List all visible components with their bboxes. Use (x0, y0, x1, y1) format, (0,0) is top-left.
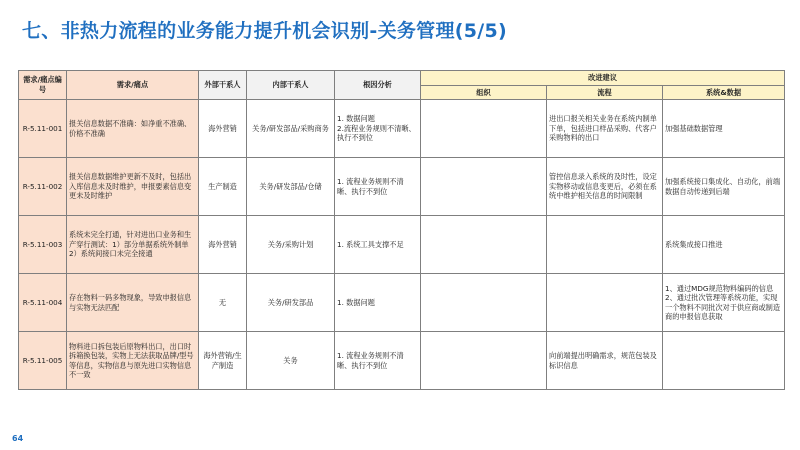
row-process (547, 216, 663, 274)
row-internal: 关务/研发部品/仓储 (247, 158, 335, 216)
header-system-data: 系统&数据 (663, 86, 785, 100)
page-title: 七、非热力流程的业务能力提升机会识别-关务管理(5/5) (22, 20, 508, 42)
row-system-data: 系统集成接口推进 (663, 216, 785, 274)
row-id: R-5.11-003 (19, 216, 67, 274)
row-external: 海外营销 (199, 100, 247, 158)
header-issue: 需求/痛点 (67, 71, 199, 100)
header-internal-stakeholder: 内部干系人 (247, 71, 335, 100)
row-root-cause: 1. 流程业务规则不清晰、执行不到位 (335, 158, 421, 216)
row-organization (421, 158, 547, 216)
header-improvement: 改进建议 (421, 71, 785, 86)
improvement-table (18, 70, 785, 390)
row-internal: 关务 (247, 332, 335, 390)
row-system-data: 加强基础数据管理 (663, 100, 785, 158)
row-external: 海外营销/生产制造 (199, 332, 247, 390)
row-organization (421, 332, 547, 390)
row-internal: 关务/采购计划 (247, 216, 335, 274)
row-id: R-5.11-001 (19, 100, 67, 158)
row-id: R-5.11-002 (19, 158, 67, 216)
table-row (19, 158, 785, 216)
row-organization (421, 274, 547, 332)
row-id: R-5.11-004 (19, 274, 67, 332)
row-organization (421, 216, 547, 274)
header-process: 流程 (547, 86, 663, 100)
row-root-cause: 1. 数据问题 2.流程业务规则不清晰、执行不到位 (335, 100, 421, 158)
row-system-data: 加强系统接口集成化、自动化，前端数据自动传递到后端 (663, 158, 785, 216)
row-issue: 存在物料一码多物现象，导致申报信息与实物无法匹配 (67, 274, 199, 332)
row-external: 无 (199, 274, 247, 332)
row-system-data: 1、通过MDG规范物料编码的信息 2、通过批次管理等系统功能，实现一个物料不同批次对于供应商或制造商的申报信息获取 (663, 274, 785, 332)
improvement-table-wrapper (18, 70, 784, 390)
table-row (19, 216, 785, 274)
row-issue: 报关信息数据维护更新不及时，包括出入库信息未及时维护，申报要素信息变更未及时维护 (67, 158, 199, 216)
header-organization: 组织 (421, 86, 547, 100)
row-internal: 关务/研发部品/采购商务 (247, 100, 335, 158)
row-root-cause: 1. 流程业务规则不清晰、执行不到位 (335, 332, 421, 390)
row-id: R-5.11-005 (19, 332, 67, 390)
row-process: 向前端提出明确需求，规范包装及标识信息 (547, 332, 663, 390)
row-root-cause: 1. 系统工具支撑不足 (335, 216, 421, 274)
row-external: 海外营销 (199, 216, 247, 274)
table-row (19, 100, 785, 158)
row-internal: 关务/研发部品 (247, 274, 335, 332)
header-root-cause: 根因分析 (335, 71, 421, 100)
row-process: 进出口报关相关业务在系统内制单下单，包括进口样品采购、代客户采购物料的出口 (547, 100, 663, 158)
table-row (19, 274, 785, 332)
row-external: 生产制造 (199, 158, 247, 216)
table-row (19, 332, 785, 390)
row-organization (421, 100, 547, 158)
row-root-cause: 1. 数据问题 (335, 274, 421, 332)
row-process (547, 274, 663, 332)
row-process: 管控信息录入系统的及时性，设定实物移动或信息变更后，必须在系统中维护相关信息的时间限制 (547, 158, 663, 216)
row-issue: 系统未完全打通，针对进出口业务和生产穿行测试：1）部分单据系统外制单 2）系统间接口未完全接通 (67, 216, 199, 274)
header-external-stakeholder: 外部干系人 (199, 71, 247, 100)
page-number: 64 (12, 434, 24, 443)
row-issue: 报关信息数据不准确：如净重不准确、价格不准确 (67, 100, 199, 158)
header-id: 需求/痛点编号 (19, 71, 67, 100)
row-issue: 物料进口拆包装后原物料出口，出口时拆箱换包装，实物上无法获取品牌/型号等信息，实物信息与原先进口实物信息不一致 (67, 332, 199, 390)
row-system-data (663, 332, 785, 390)
